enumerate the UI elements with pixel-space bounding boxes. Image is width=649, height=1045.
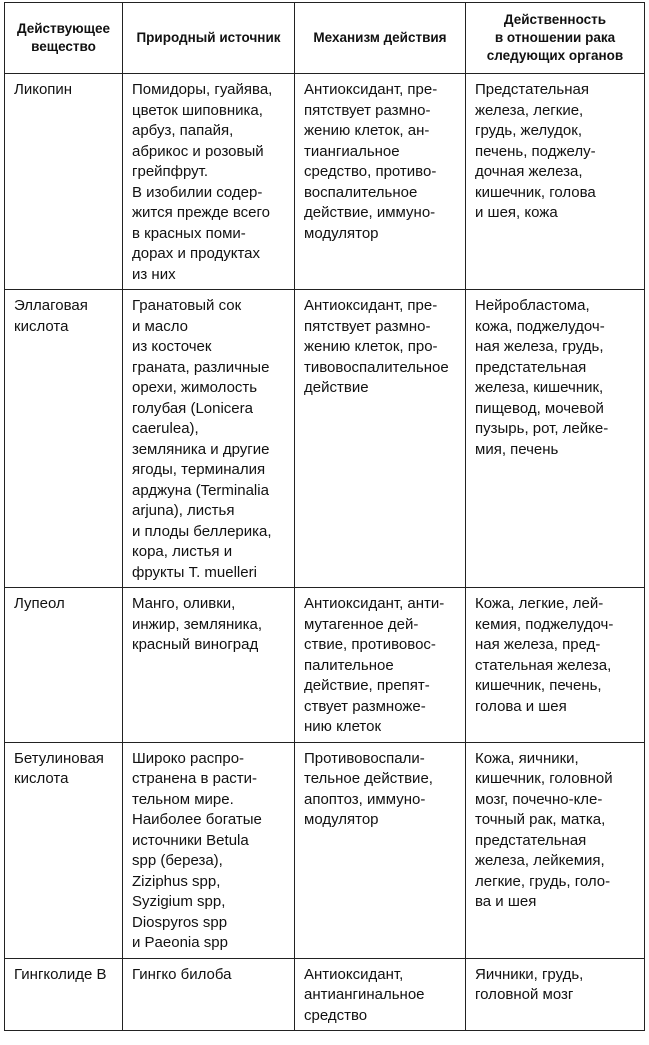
cell-text-line: странена в расти-	[132, 770, 258, 787]
cell-text-line: кислота	[14, 770, 69, 787]
cell-text-line: кемия, поджелудоч-	[475, 615, 614, 633]
cell-text-line: spp (береза),	[132, 852, 223, 869]
cell-effectiveness	[466, 588, 645, 743]
cell-text-line: в красных поми-	[132, 224, 246, 242]
cell-source	[123, 742, 295, 958]
cell-text-line: нию клеток	[304, 718, 382, 735]
cell-text-line: Действующее	[16, 21, 111, 36]
cell-text-line: источники Betula	[132, 831, 249, 849]
cell-text-line: Эллаговая	[14, 297, 88, 314]
cell-text-line: кислота	[14, 317, 69, 335]
cell-text-line: Антиоксидант, пре-	[304, 297, 438, 314]
cell-text-line: Ликопин	[14, 81, 73, 98]
cell-text-line: Предстательная	[475, 81, 589, 98]
cell-effectiveness	[466, 290, 645, 588]
cell-text-line: тивовоспалительное	[304, 358, 449, 376]
cell-text-line: кишечник, голова	[475, 183, 596, 201]
cell-text-line: точный рак, матка,	[475, 811, 606, 828]
cell-text-line: палительное	[304, 656, 394, 674]
table-row-lupeol	[5, 588, 645, 743]
cell-text-line: Механизм действия	[313, 30, 447, 45]
cell-text-line: мия, печень	[475, 440, 559, 458]
cell-text-line: Нейробластома,	[475, 297, 590, 314]
cell-text-line: мозг, почечно-кле-	[475, 790, 603, 808]
cell-text-line: Антиоксидант, пре-	[304, 81, 438, 98]
cell-text-line: следующих органов	[486, 48, 624, 63]
cell-text-line: Противовоспали-	[304, 749, 425, 767]
cell-text-line: Лупеол	[14, 595, 65, 612]
cell-text-line: и шея, кожа	[475, 204, 558, 221]
cell-text-line: абрикос и розовый	[132, 142, 264, 160]
cell-text-line: арбуз, папайя,	[132, 122, 234, 139]
cell-text-line: из косточек	[132, 338, 212, 355]
cell-text-line: Манго, оливки,	[132, 595, 236, 612]
cell-text-line: дорах и продуктах	[132, 245, 260, 262]
cell-source	[123, 588, 295, 743]
cell-text-line: и плоды беллерика,	[132, 522, 272, 540]
cell-text-line: арджуна (Terminalia	[132, 481, 269, 499]
cell-text-line: тельном мире.	[132, 790, 234, 808]
cell-text-line: дочная железа,	[475, 163, 583, 180]
cell-mechanism	[295, 290, 466, 588]
cell-source	[123, 74, 295, 290]
cell-text-line: действие, препят-	[304, 677, 430, 694]
table-row-ginkgolide-b	[5, 958, 645, 1031]
cell-text-line: действие	[304, 379, 369, 396]
cell-text-line: Яичники, грудь,	[475, 965, 584, 983]
cell-text-line: из них	[132, 265, 176, 283]
cell-text-line: кожа, поджелудоч-	[475, 317, 605, 335]
cell-text-line: легкие, грудь, голо-	[475, 872, 611, 890]
cell-text-line: ная железа, грудь,	[475, 338, 604, 355]
cell-source	[123, 958, 295, 1031]
cell-text-line: кишечник, головной	[475, 770, 613, 787]
cell-text-line: стательная железа,	[475, 656, 612, 674]
cell-text-line: железа, лейкемия,	[475, 852, 605, 869]
cell-text-line: железа, легкие,	[475, 101, 584, 119]
cell-text-line: в отношении рака	[494, 30, 616, 45]
cell-text-line: ва и шея	[475, 893, 537, 910]
cell-text-line: ствие, противовос-	[304, 636, 436, 653]
cell-text-line: печень, поджелу-	[475, 142, 596, 160]
cell-effectiveness	[466, 958, 645, 1031]
table-row-ellagic-acid	[5, 290, 645, 588]
table-row-betulinic-acid	[5, 742, 645, 958]
cell-text-line: пятствует размно-	[304, 101, 431, 119]
cell-substance	[5, 290, 123, 588]
cell-text-line: тиангиальное	[304, 142, 400, 160]
cell-effectiveness	[466, 74, 645, 290]
cell-text-line: arjuna), листья	[132, 502, 235, 519]
substances-table-container	[4, 2, 644, 1031]
table-header-row	[5, 3, 645, 74]
cell-text-line: жится прежде всего	[132, 204, 270, 221]
cell-text-line: предстательная	[475, 831, 587, 849]
cell-text-line: цветок шиповника,	[132, 101, 263, 119]
header-source	[123, 3, 295, 74]
cell-text-line: Diospyros spp	[132, 913, 228, 931]
cell-text-line: Ziziphus spp,	[132, 872, 221, 890]
cell-text-line: голова и шея	[475, 697, 567, 715]
cell-text-line: Syzigium spp,	[132, 893, 226, 910]
cell-text-line: тельное действие,	[304, 770, 433, 787]
cell-text-line: и Paeonia spp	[132, 934, 228, 951]
cell-text-line: граната, различные	[132, 358, 270, 376]
header-mechanism	[295, 3, 466, 74]
cell-text-line: ная железа, пред-	[475, 636, 601, 653]
cell-text-line: действие, иммуно-	[304, 204, 436, 221]
cell-mechanism	[295, 742, 466, 958]
cell-text-line: воспалительное	[304, 183, 418, 201]
cell-text-line: грудь, желудок,	[475, 122, 583, 139]
cell-text-line: земляника и другие	[132, 440, 270, 458]
cell-text-line: пищевод, мочевой	[475, 399, 604, 417]
cell-substance	[5, 588, 123, 743]
cell-text-line: жению клеток, про-	[304, 338, 438, 355]
cell-text-line: Широко распро-	[132, 749, 245, 767]
cell-effectiveness	[466, 742, 645, 958]
cell-text-line: ствует размноже-	[304, 697, 426, 715]
substances-table	[4, 2, 645, 1031]
cell-text-line: орехи, жимолость	[132, 379, 258, 396]
cell-mechanism	[295, 958, 466, 1031]
cell-source	[123, 290, 295, 588]
cell-text-line: жению клеток, ан-	[304, 122, 430, 139]
cell-text-line: средство	[304, 1006, 368, 1024]
cell-text-line: кишечник, печень,	[475, 677, 602, 694]
cell-text-line: Кожа, яичники,	[475, 749, 579, 767]
cell-substance	[5, 74, 123, 290]
cell-text-line: грейпфрут.	[132, 163, 209, 180]
cell-text-line: Кожа, легкие, лей-	[475, 595, 604, 612]
cell-text-line: железа, кишечник,	[475, 379, 604, 396]
cell-text-line: Наиболее богатые	[132, 811, 262, 828]
cell-text-line: предстательная	[475, 358, 587, 376]
cell-text-line: Природный источник	[136, 30, 281, 45]
cell-substance	[5, 958, 123, 1031]
cell-text-line: кора, листья и	[132, 543, 233, 560]
cell-mechanism	[295, 74, 466, 290]
cell-substance	[5, 742, 123, 958]
cell-text-line: апоптоз, иммуно-	[304, 790, 426, 808]
cell-text-line: головной мозг	[475, 986, 574, 1003]
cell-text-line: ягоды, терминалия	[132, 461, 266, 478]
header-effectiveness	[466, 3, 645, 74]
cell-text-line: пятствует размно-	[304, 317, 431, 335]
cell-text-line: Действенность	[503, 12, 607, 27]
cell-text-line: фрукты T. muelleri	[132, 563, 257, 581]
cell-text-line: Гингко билоба	[132, 965, 232, 983]
cell-text-line: модулятор	[304, 224, 379, 242]
cell-text-line: вещество	[31, 39, 96, 54]
cell-text-line: Антиоксидант,	[304, 965, 404, 983]
cell-text-line: красный виноград	[132, 636, 259, 653]
cell-text-line: В изобилии содер-	[132, 183, 263, 201]
cell-text-line: Гранатовый сок	[132, 297, 242, 314]
cell-text-line: caerulea),	[132, 420, 199, 437]
cell-text-line: Гингколиде В	[14, 965, 107, 983]
cell-text-line: модулятор	[304, 811, 379, 828]
cell-text-line: Антиоксидант, анти-	[304, 595, 445, 612]
cell-text-line: средство, противо-	[304, 163, 437, 180]
cell-text-line: мутагенное дей-	[304, 615, 419, 633]
cell-mechanism	[295, 588, 466, 743]
cell-text-line: и масло	[132, 317, 188, 335]
cell-text-line: инжир, земляника,	[132, 615, 263, 633]
cell-text-line: голубая (Lonicera	[132, 399, 253, 417]
cell-text-line: Бетулиновая	[14, 749, 104, 767]
cell-text-line: пузырь, рот, лейке-	[475, 420, 609, 437]
table-row-lycopene	[5, 74, 645, 290]
cell-text-line: Помидоры, гуайява,	[132, 81, 273, 98]
cell-text-line: антиангинальное	[304, 986, 425, 1003]
header-substance	[5, 3, 123, 74]
